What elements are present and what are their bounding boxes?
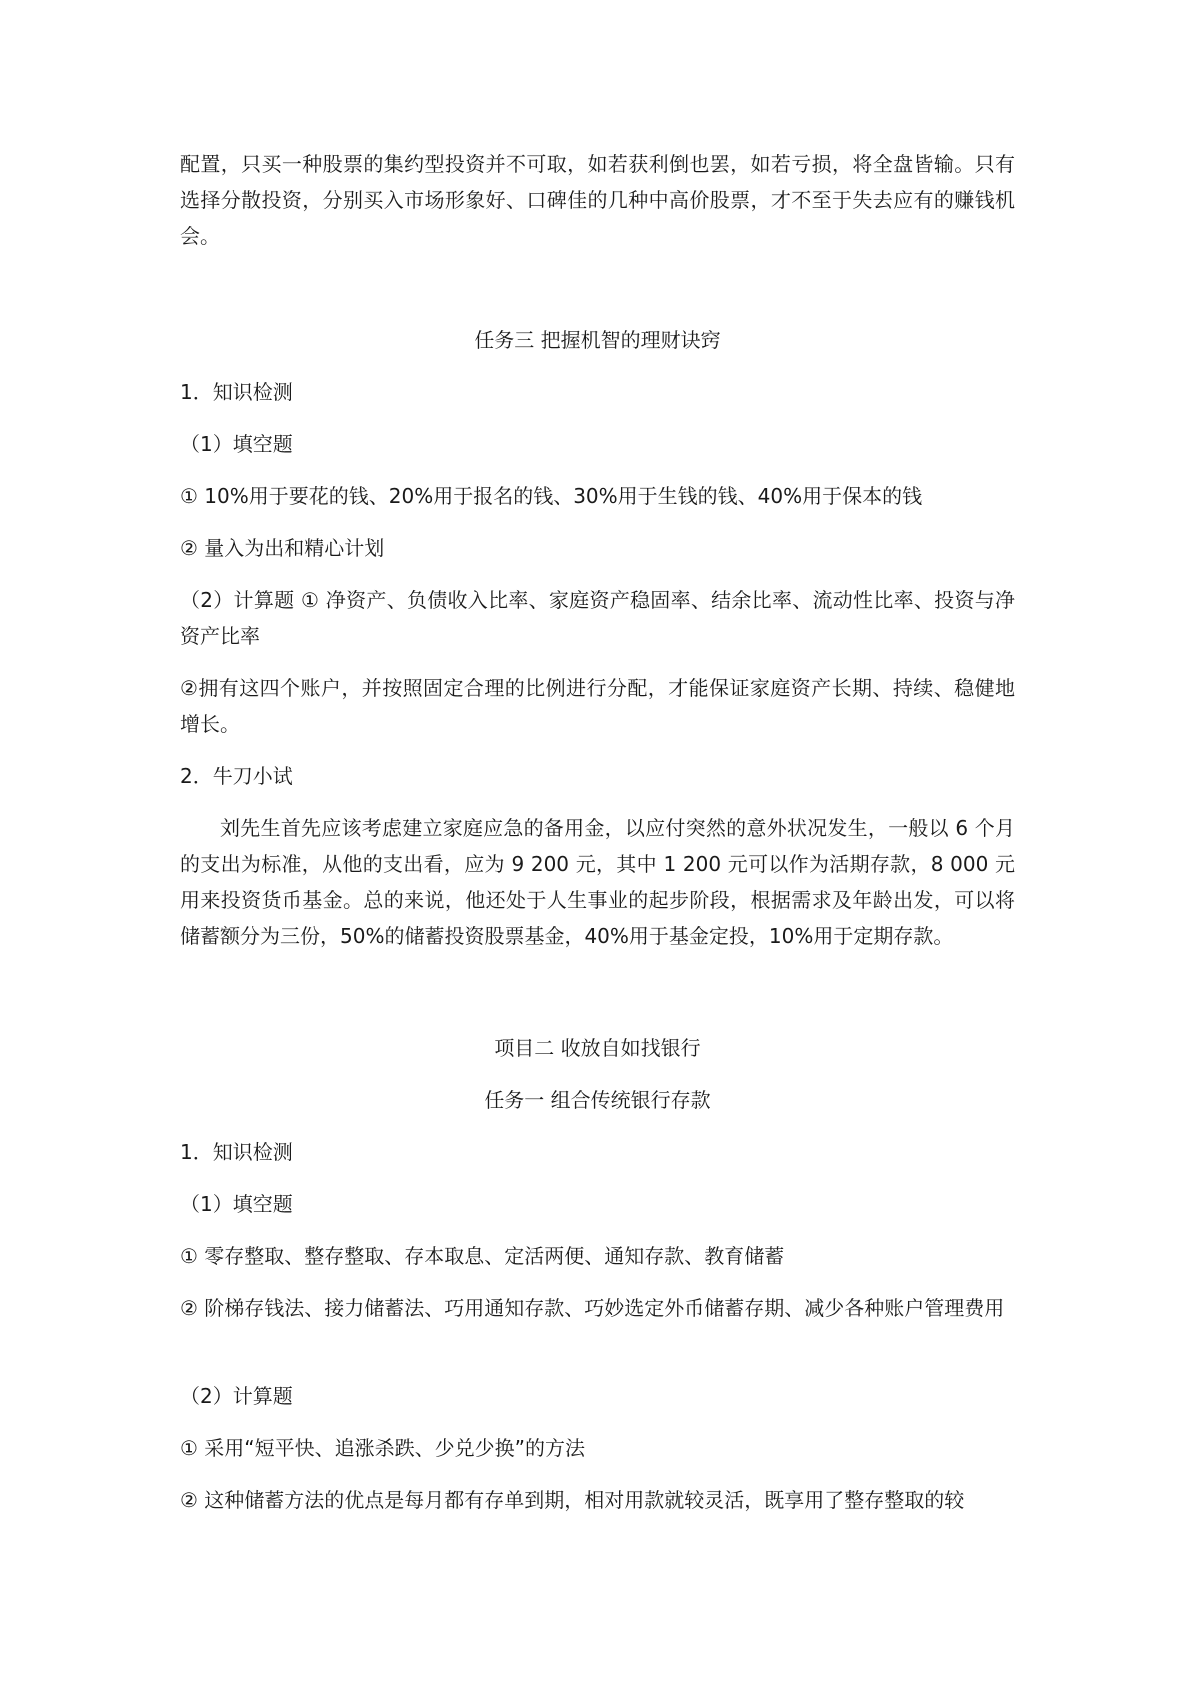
answer-fill-2: ② 量入为出和精心计划	[180, 536, 385, 560]
subsection-fill-in-blank-1: （1）填空题	[180, 432, 293, 456]
answer-advantage: ② 这种储蓄方法的优点是每月都有存单到期，相对用款就较灵活，既享用了整存整取的较	[180, 1488, 965, 1512]
subsection-calculation-2: （2）计算题	[180, 1384, 293, 1408]
subsection-calculation-1: （2）计算题 ① 净资产、负债收入比率、家庭资产稳固率、结余比率、流动性比率、投资与净资产比率	[180, 588, 1015, 648]
answer-method: ① 采用“短平快、追涨杀跌、少兑少换”的方法	[180, 1436, 586, 1460]
section-knowledge-check-1: 1．知识检测	[180, 380, 293, 404]
paragraph-mr-liu-case: 刘先生首先应该考虑建立家庭应急的备用金，以应付突然的意外状况发生，一般以 6 个月的支出为标准，从他的支出看，应为 9 200 元，其中 1 200 元可以作为活期存款，8 000 元用来投资货币基金。总的来说，他还处于人生事业的起步阶段，根据需求及年龄出发，可以将储蓄额分为三份，50%的储蓄投资股票基金，40%用于基金定投，10%用于定期存款。	[180, 816, 1015, 948]
heading-task-three: 任务三 把握机智的理财诀窍	[474, 328, 721, 352]
answer-calc-2: ②拥有这四个账户，并按照固定合理的比例进行分配，才能保证家庭资产长期、持续、稳健地增长。	[180, 676, 1015, 736]
answer-deposit-types: ① 零存整取、整存整取、存本取息、定活两便、通知存款、教育储蓄	[180, 1244, 785, 1268]
heading-task-one: 任务一 组合传统银行存款	[484, 1088, 711, 1112]
section-knowledge-check-2: 1．知识检测	[180, 1140, 293, 1164]
answer-fill-1: ① 10%用于要花的钱、20%用于报名的钱、30%用于生钱的钱、40%用于保本的钱	[180, 484, 923, 508]
answer-saving-methods: ② 阶梯存钱法、接力储蓄法、巧用通知存款、巧妙选定外币储蓄存期、减少各种账户管理费用	[180, 1296, 1005, 1320]
paragraph-diversified-investment: 配置，只买一种股票的集约型投资并不可取，如若获利倒也罢，如若亏损，将全盘皆输。只有选择分散投资，分别买入市场形象好、口碑佳的几种中高价股票，才不至于失去应有的赚钱机会。	[180, 152, 1015, 248]
section-practice: 2．牛刀小试	[180, 764, 293, 788]
heading-project-two: 项目二 收放自如找银行	[494, 1036, 701, 1060]
subsection-fill-in-blank-2: （1）填空题	[180, 1192, 293, 1216]
